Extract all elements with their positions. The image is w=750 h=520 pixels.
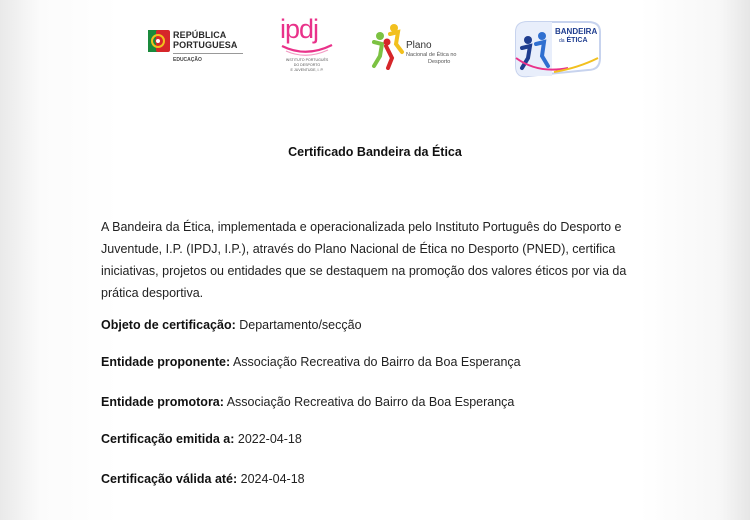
bandeira-etica-logo bbox=[508, 18, 608, 80]
certificate-title: Certificado Bandeira da Ética bbox=[288, 145, 462, 159]
pned-word: Plano bbox=[406, 40, 432, 51]
logo-header bbox=[0, 14, 750, 84]
field-value: Associação Recreativa do Bairro da Boa Esperança bbox=[226, 395, 515, 409]
intro-paragraph: A Bandeira da Ética, implementada e operacionalizada pelo Instituto Português do Desporto e Juventude, I.P. (IPDJ, I.P.), através do Plano Nacional de Ética no Desporto (PNED), certifica iniciativas, projetos ou entidades que se destaquem na promoção dos valores éticos por via da prática desportiva. bbox=[101, 220, 627, 300]
field-value: Associação Recreativa do Bairro da Boa Esperança bbox=[232, 355, 521, 369]
ipdj-wordmark: ipdj bbox=[280, 14, 319, 44]
field-value: 2024-04-18 bbox=[240, 472, 305, 486]
republica-portuguesa-logo bbox=[148, 28, 243, 68]
portugal-emblem-icon bbox=[148, 30, 172, 54]
ipdj-logo bbox=[276, 14, 338, 92]
field-entidade-promotora bbox=[101, 395, 514, 409]
field-label: Certificação válida até: bbox=[101, 472, 238, 486]
field-label: Entidade promotora: bbox=[101, 395, 224, 409]
republica-sub: EDUCAÇÃO bbox=[173, 57, 202, 63]
bandeira-subtitle: da ÉTICA bbox=[559, 37, 588, 44]
bandeira-title: BANDEIRA bbox=[555, 27, 598, 36]
pned-figures-icon bbox=[368, 22, 408, 70]
field-label: Objeto de certificação: bbox=[101, 318, 236, 332]
republica-name: REPÚBLICA PORTUGUESA bbox=[173, 30, 238, 50]
field-value: Departamento/secção bbox=[239, 318, 362, 332]
field-label: Entidade proponente: bbox=[101, 355, 231, 369]
ipdj-fullname: INSTITUTO PORTUGUÊS DO DESPORTO E JUVENTUDE, I. P. bbox=[285, 58, 329, 72]
pned-logo bbox=[368, 22, 480, 72]
field-valida bbox=[101, 472, 305, 486]
field-objeto bbox=[101, 318, 362, 332]
ipdj-swoosh-icon bbox=[276, 42, 338, 58]
field-entidade-proponente bbox=[101, 355, 521, 369]
field-label: Certificação emitida a: bbox=[101, 432, 235, 446]
field-value: 2022-04-18 bbox=[237, 432, 302, 446]
divider bbox=[173, 53, 243, 54]
field-emitida bbox=[101, 432, 302, 446]
pned-fullname: Nacional de Ética no Desporto bbox=[406, 52, 457, 65]
